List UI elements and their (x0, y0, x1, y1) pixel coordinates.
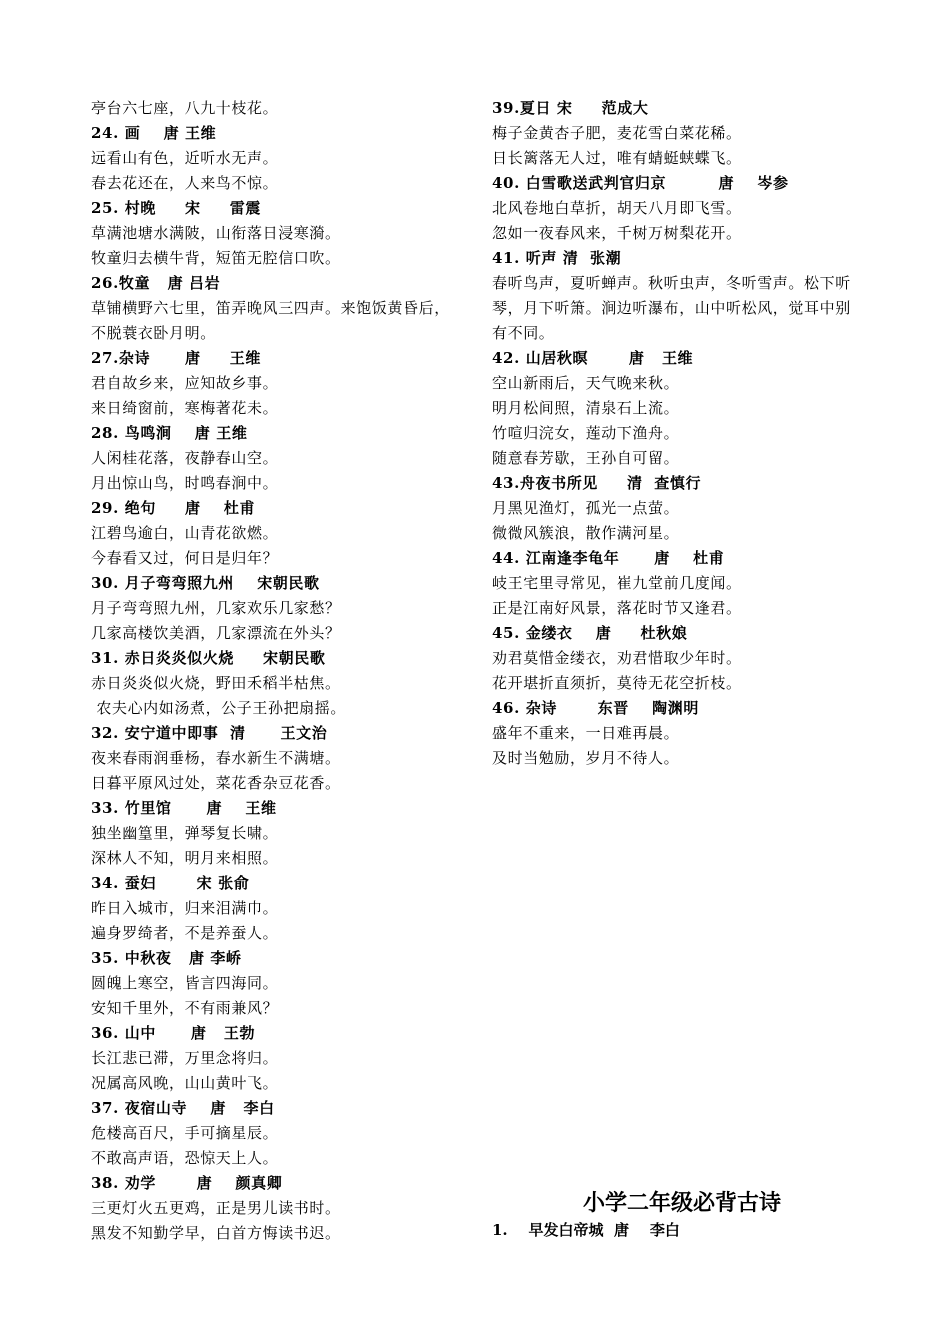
poem-line: 忽如一夜春风来，千树万树梨花开。 (492, 224, 742, 242)
poem-line: 琴，月下听箫。涧边听瀑布，山中听松风，觉耳中别 (492, 299, 851, 317)
poem-heading: 32. 安宁道中即事 清 王文治 (91, 724, 328, 742)
poem-line: 草铺横野六七里，笛弄晚风三四声。来饱饭黄昏后， (91, 299, 450, 317)
poem-heading: 42. 山居秋暝 唐 王维 (492, 349, 694, 367)
poem-line: 岐王宅里寻常见，崔九堂前几度闻。 (492, 574, 742, 592)
poem-line: 日长篱落无人过，唯有蜻蜓蛱蝶飞。 (492, 149, 742, 167)
poem-heading: 43.舟夜书所见 清 查慎行 (492, 474, 702, 492)
poem-heading: 36. 山中 唐 王勃 (91, 1024, 256, 1042)
poem-line: 月黑见渔灯，孤光一点萤。 (492, 499, 680, 517)
poem-heading: 26.牧童 唐 吕岩 (91, 274, 221, 292)
poem-line: 今春看又过，何日是归年？ (91, 549, 279, 567)
poem-line: 黑发不知勤学早，白首方悔读书迟。 (91, 1224, 341, 1242)
poem-line: 圆魄上寒空，皆言四海同。 (91, 974, 279, 992)
poem-heading: 33. 竹里馆 唐 王维 (91, 799, 277, 817)
poem-heading-first: 1. 早发白帝城 唐 李白 (492, 1221, 680, 1239)
poem-line: 几家高楼饮美酒，几家漂流在外头？ (91, 624, 341, 642)
left-column (91, 96, 471, 1246)
poem-heading: 28. 鸟鸣涧 唐 王维 (91, 424, 248, 442)
poem-line: 赤日炎炎似火烧，野田禾稻半枯焦。 (91, 674, 341, 692)
poem-heading: 24. 画 唐 王维 (91, 124, 217, 142)
poem-heading: 31. 赤日炎炎似火烧 宋朝民歌 (91, 649, 326, 667)
poem-line: 夜来春雨润垂杨，春水新生不满塘。 (91, 749, 341, 767)
poem-line: 竹喧归浣女，莲动下渔舟。 (492, 424, 680, 442)
poem-line: 人闲桂花落，夜静春山空。 (91, 449, 279, 467)
poem-heading: 27.杂诗 唐 王维 (91, 349, 261, 367)
poem-line: 随意春芳歇，王孙自可留。 (492, 449, 680, 467)
poem-line: 草满池塘水满陂，山衔落日浸寒漪。 (91, 224, 341, 242)
poem-line: 春去花还在，人来鸟不惊。 (91, 174, 279, 192)
poem-heading: 37. 夜宿山寺 唐 李白 (91, 1099, 275, 1117)
poem-line: 江碧鸟逾白，山青花欲燃。 (91, 524, 279, 542)
poem-line: 北风卷地白草折，胡天八月即飞雪。 (492, 199, 742, 217)
section-title: 小学二年级必背古诗 (582, 1190, 781, 1216)
poem-line: 君自故乡来，应知故乡事。 (91, 374, 279, 392)
poem-heading: 40. 白雪歌送武判官归京 唐 岑参 (492, 174, 789, 192)
poem-line: 远看山有色，近听水无声。 (91, 149, 279, 167)
poem-line: 安知千里外，不有雨兼风？ (91, 999, 279, 1017)
poem-heading: 45. 金缕衣 唐 杜秋娘 (492, 624, 688, 642)
poem-line: 亭台六七座，八九十枝花。 (91, 99, 279, 117)
poem-line: 正是江南好风景，落花时节又逢君。 (492, 599, 742, 617)
poem-line: 月出惊山鸟，时鸣春涧中。 (91, 474, 279, 492)
poem-heading: 44. 江南逢李龟年 唐 杜甫 (492, 549, 725, 567)
poem-line: 花开堪折直须折，莫待无花空折枝。 (492, 674, 742, 692)
poem-line: 及时当勉励，岁月不待人。 (492, 749, 680, 767)
poem-line: 来日绮窗前，寒梅著花未。 (91, 399, 279, 417)
poem-line: 牧童归去横牛背，短笛无腔信口吹。 (91, 249, 341, 267)
poem-heading: 34. 蚕妇 宋 张俞 (91, 874, 250, 892)
poem-line: 昨日入城市，归来泪满巾。 (91, 899, 279, 917)
poem-line: 遍身罗绮者，不是养蚕人。 (91, 924, 279, 942)
poem-heading: 41. 听声 清 张潮 (492, 249, 622, 267)
poem-line: 况属高风晚，山山黄叶飞。 (91, 1074, 279, 1092)
poem-heading: 30. 月子弯弯照九州 宋朝民歌 (91, 574, 320, 592)
poem-line: 梅子金黄杏子肥，麦花雪白菜花稀。 (492, 124, 742, 142)
poem-line: 危楼高百尺，手可摘星辰。 (91, 1124, 279, 1142)
poem-line: 深林人不知，明月来相照。 (91, 849, 279, 867)
poem-line: 月子弯弯照九州，几家欢乐几家愁？ (91, 599, 341, 617)
poem-line: 三更灯火五更鸡，正是男儿读书时。 (91, 1199, 341, 1217)
poem-heading: 46. 杂诗 东晋 陶渊明 (492, 699, 699, 717)
poem-line: 盛年不重来，一日难再晨。 (492, 724, 680, 742)
poem-line: 不敢高声语，恐惊天上人。 (91, 1149, 279, 1167)
poem-line: 长江悲已滞，万里念将归。 (91, 1049, 279, 1067)
right-column (492, 96, 872, 771)
poem-line: 空山新雨后，天气晚来秋。 (492, 374, 680, 392)
poem-heading: 29. 绝句 唐 杜甫 (91, 499, 256, 517)
poem-heading: 38. 劝学 唐 颜真卿 (91, 1174, 283, 1192)
poem-line: 不脱蓑衣卧月明。 (91, 324, 216, 342)
poem-line: 独坐幽篁里，弹琴复长啸。 (91, 824, 279, 842)
poem-line: 有不同。 (492, 324, 555, 342)
poem-line: 劝君莫惜金缕衣，劝君惜取少年时。 (492, 649, 742, 667)
poem-heading: 25. 村晚 宋 雷震 (91, 199, 261, 217)
poem-heading: 35. 中秋夜 唐 李峤 (91, 949, 242, 967)
poem-heading: 39.夏日 宋 范成大 (492, 99, 649, 117)
poem-line: 明月松间照，清泉石上流。 (492, 399, 680, 417)
poem-line: 日暮平原风过处，菜花香杂豆花香。 (91, 774, 341, 792)
poem-line: 春听鸟声，夏听蝉声。秋听虫声，冬听雪声。松下听 (492, 274, 851, 292)
poem-line: 农夫心内如汤煮，公子王孙把扇摇。 (91, 699, 346, 717)
poem-line: 微微风簇浪，散作满河星。 (492, 524, 680, 542)
